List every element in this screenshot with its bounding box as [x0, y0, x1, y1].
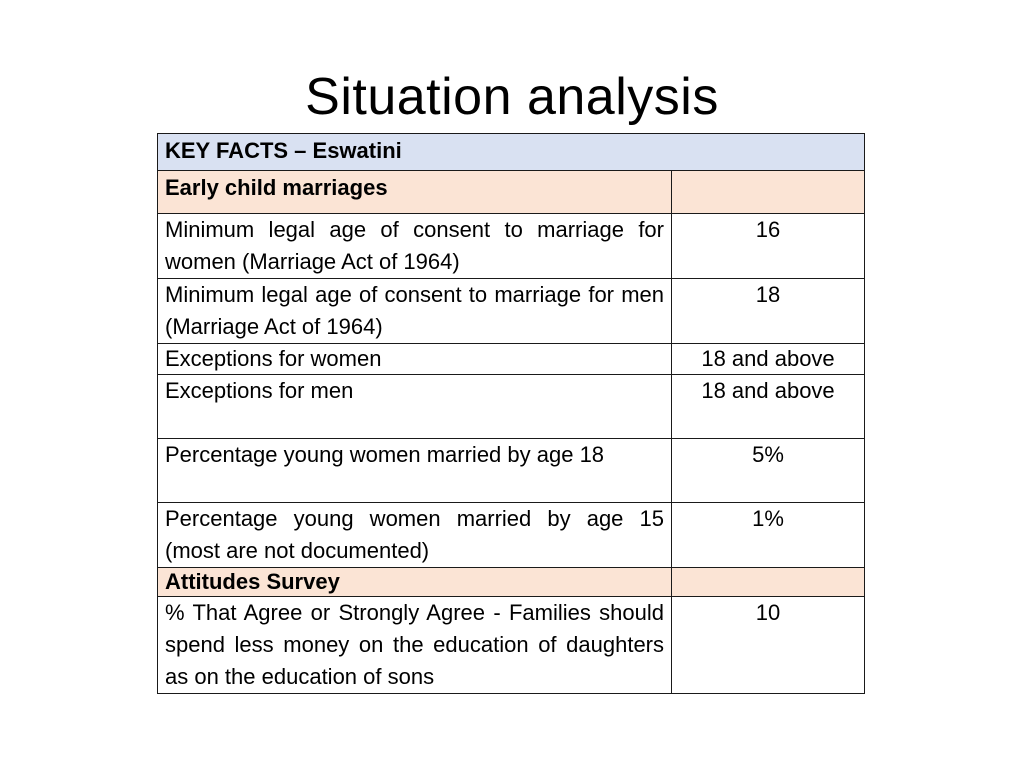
section-label: Attitudes Survey: [158, 568, 672, 597]
section-label: Early child marriages: [158, 171, 672, 214]
row-value: 10: [672, 597, 865, 694]
section-row-early-child-marriages: [158, 171, 865, 214]
row-value: 18 and above: [672, 375, 865, 439]
row-label: Minimum legal age of consent to marriage for women (Marriage Act of 1964): [158, 214, 672, 279]
section-empty-cell: [672, 568, 865, 597]
row-label: % That Agree or Strongly Agree - Families should spend less money on the education of daughters as on the education of sons: [158, 597, 672, 694]
row-label: Minimum legal age of consent to marriage for men (Marriage Act of 1964): [158, 279, 672, 344]
table-row: [158, 214, 865, 279]
section-empty-cell: [672, 171, 865, 214]
row-label: Percentage young women married by age 15 (most are not documented): [158, 503, 672, 568]
row-value: 18: [672, 279, 865, 344]
table-row: [158, 344, 865, 375]
row-value: 5%: [672, 439, 865, 503]
row-value: 16: [672, 214, 865, 279]
table-header-cell: KEY FACTS – Eswatini: [158, 134, 865, 171]
row-label: Exceptions for men: [158, 375, 672, 439]
row-label: Percentage young women married by age 18: [158, 439, 672, 503]
slide-title: Situation analysis: [305, 68, 719, 126]
table-header-row: [158, 134, 865, 171]
table-row: [158, 375, 865, 439]
table-row: [158, 279, 865, 344]
section-row-attitudes-survey: [158, 568, 865, 597]
table-row: [158, 503, 865, 568]
table-row: [158, 439, 865, 503]
row-value: 1%: [672, 503, 865, 568]
row-value: 18 and above: [672, 344, 865, 375]
key-facts-table: [157, 133, 865, 694]
table-row: [158, 597, 865, 694]
row-label: Exceptions for women: [158, 344, 672, 375]
